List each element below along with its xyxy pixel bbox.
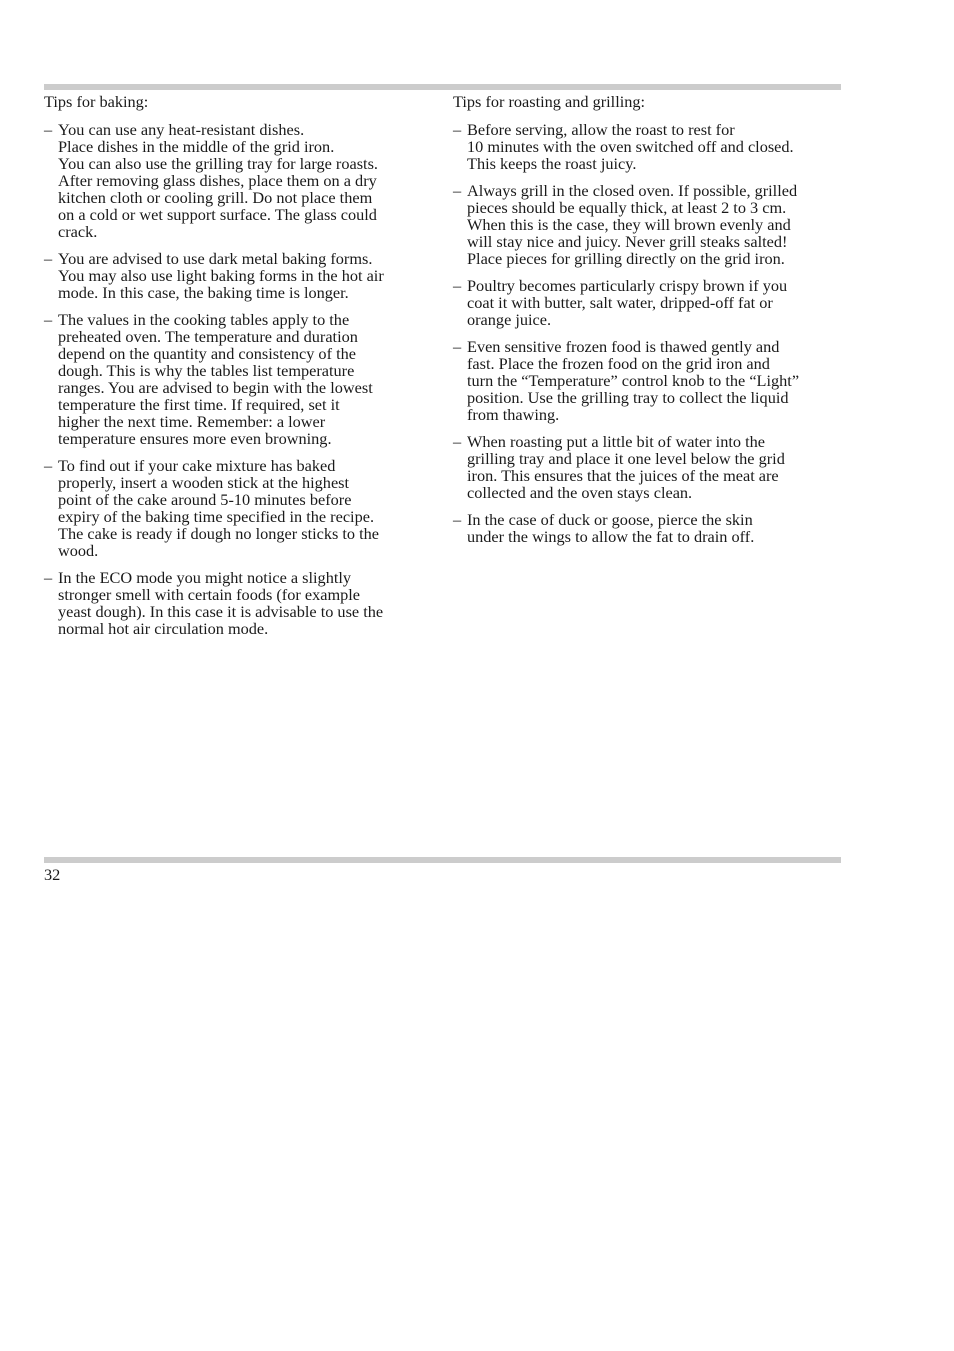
list-item: [453, 511, 853, 545]
list-item: [44, 311, 444, 447]
text-line: When roasting put a little bit of water into the: [467, 432, 765, 451]
bullet-dash: –: [453, 337, 462, 356]
list-item: [44, 121, 444, 240]
page-number: 32: [44, 865, 61, 884]
text-line: Place pieces for grilling directly on the grid iron.: [467, 249, 785, 268]
roasting-tips-list: [453, 121, 853, 545]
text-line: on a cold or wet support surface. The glass could: [58, 205, 377, 224]
text-line: temperature the first time. If required, set it: [58, 395, 340, 414]
bullet-dash: –: [44, 568, 53, 587]
text-line: higher the next time. Remember: a lower: [58, 412, 326, 431]
bottom-divider: [44, 857, 841, 863]
text-line: In the case of duck or goose, pierce the skin: [467, 510, 753, 529]
text-line: point of the cake around 5-10 minutes before: [58, 490, 352, 509]
text-line: temperature ensures more even browning.: [58, 429, 332, 448]
text-line: preheated oven. The temperature and duration: [58, 327, 358, 346]
text-line: fast. Place the frozen food on the grid iron and: [467, 354, 770, 373]
list-item: [453, 338, 853, 423]
text-line: Poultry becomes particularly crispy brown if you: [467, 276, 788, 295]
list-item: [44, 457, 444, 559]
text-line: under the wings to allow the fat to drain off.: [467, 527, 755, 546]
bullet-dash: –: [453, 432, 462, 451]
bullet-dash: –: [44, 249, 53, 268]
text-line: iron. This ensures that the juices of the meat are: [467, 466, 779, 485]
text-line: stronger smell with certain foods (for example: [58, 585, 361, 604]
text-line: normal hot air circulation mode.: [58, 619, 269, 638]
text-line: After removing glass dishes, place them on a dry: [58, 171, 377, 190]
list-item: [44, 569, 444, 637]
text-line: You can use any heat-resistant dishes.: [58, 120, 305, 139]
list-item: [453, 182, 853, 267]
text-line: collected and the oven stays clean.: [467, 483, 693, 502]
text-line: coat it with butter, salt water, dripped-off fat or: [467, 293, 773, 312]
baking-tips-heading: Tips for baking:: [44, 92, 149, 111]
list-item: [453, 121, 853, 172]
roasting-tips-heading: Tips for roasting and grilling:: [453, 92, 646, 111]
text-line: The cake is ready if dough no longer sticks to the: [58, 524, 380, 543]
bullet-dash: –: [44, 310, 53, 329]
text-line: Even sensitive frozen food is thawed gently and: [467, 337, 780, 356]
text-line: This keeps the roast juicy.: [467, 154, 637, 173]
text-line: 10 minutes with the oven switched off and closed.: [467, 137, 794, 156]
text-line: ranges. You are advised to begin with the lowest: [58, 378, 373, 397]
text-line: kitchen cloth or cooling grill. Do not place them: [58, 188, 373, 207]
text-line: You can also use the grilling tray for large roasts.: [58, 154, 378, 173]
bullet-dash: –: [44, 120, 53, 139]
text-line: You may also use light baking forms in the hot air: [58, 266, 384, 285]
text-line: wood.: [58, 541, 99, 560]
text-line: mode. In this case, the baking time is longer.: [58, 283, 349, 302]
text-line: grilling tray and place it one level below the grid: [467, 449, 785, 468]
text-line: from thawing.: [467, 405, 560, 424]
bullet-dash: –: [453, 120, 462, 139]
baking-tips-column: [44, 93, 444, 647]
text-line: pieces should be equally thick, at least 2 to 3 cm.: [467, 198, 787, 217]
top-divider: [44, 84, 841, 90]
bullet-dash: –: [44, 456, 53, 475]
text-line: In the ECO mode you might notice a slightly: [58, 568, 352, 587]
text-line: When this is the case, they will brown evenly and: [467, 215, 791, 234]
text-line: properly, insert a wooden stick at the highest: [58, 473, 350, 492]
text-line: dough. This is why the tables list temperature: [58, 361, 355, 380]
text-line: Always grill in the closed oven. If possible, grilled: [467, 181, 798, 200]
text-line: depend on the quantity and consistency of the: [58, 344, 356, 363]
bullet-dash: –: [453, 181, 462, 200]
list-item: [453, 433, 853, 501]
text-line: position. Use the grilling tray to collect the liquid: [467, 388, 789, 407]
text-line: To find out if your cake mixture has baked: [58, 456, 336, 475]
text-line: yeast dough). In this case it is advisable to use the: [58, 602, 384, 621]
bullet-dash: –: [453, 510, 462, 529]
list-item: [44, 250, 444, 301]
text-line: crack.: [58, 222, 98, 241]
text-line: expiry of the baking time specified in the recipe.: [58, 507, 375, 526]
text-line: Place dishes in the middle of the grid iron.: [58, 137, 335, 156]
list-item: [453, 277, 853, 328]
text-line: turn the “Temperature” control knob to the “Light”: [467, 371, 800, 390]
text-line: You are advised to use dark metal baking forms.: [58, 249, 373, 268]
text-line: will stay nice and juicy. Never grill steaks salted!: [467, 232, 788, 251]
text-line: Before serving, allow the roast to rest for: [467, 120, 735, 139]
bullet-dash: –: [453, 276, 462, 295]
baking-tips-list: [44, 121, 444, 637]
text-line: The values in the cooking tables apply to the: [58, 310, 350, 329]
text-line: orange juice.: [467, 310, 552, 329]
roasting-tips-column: [453, 93, 853, 555]
